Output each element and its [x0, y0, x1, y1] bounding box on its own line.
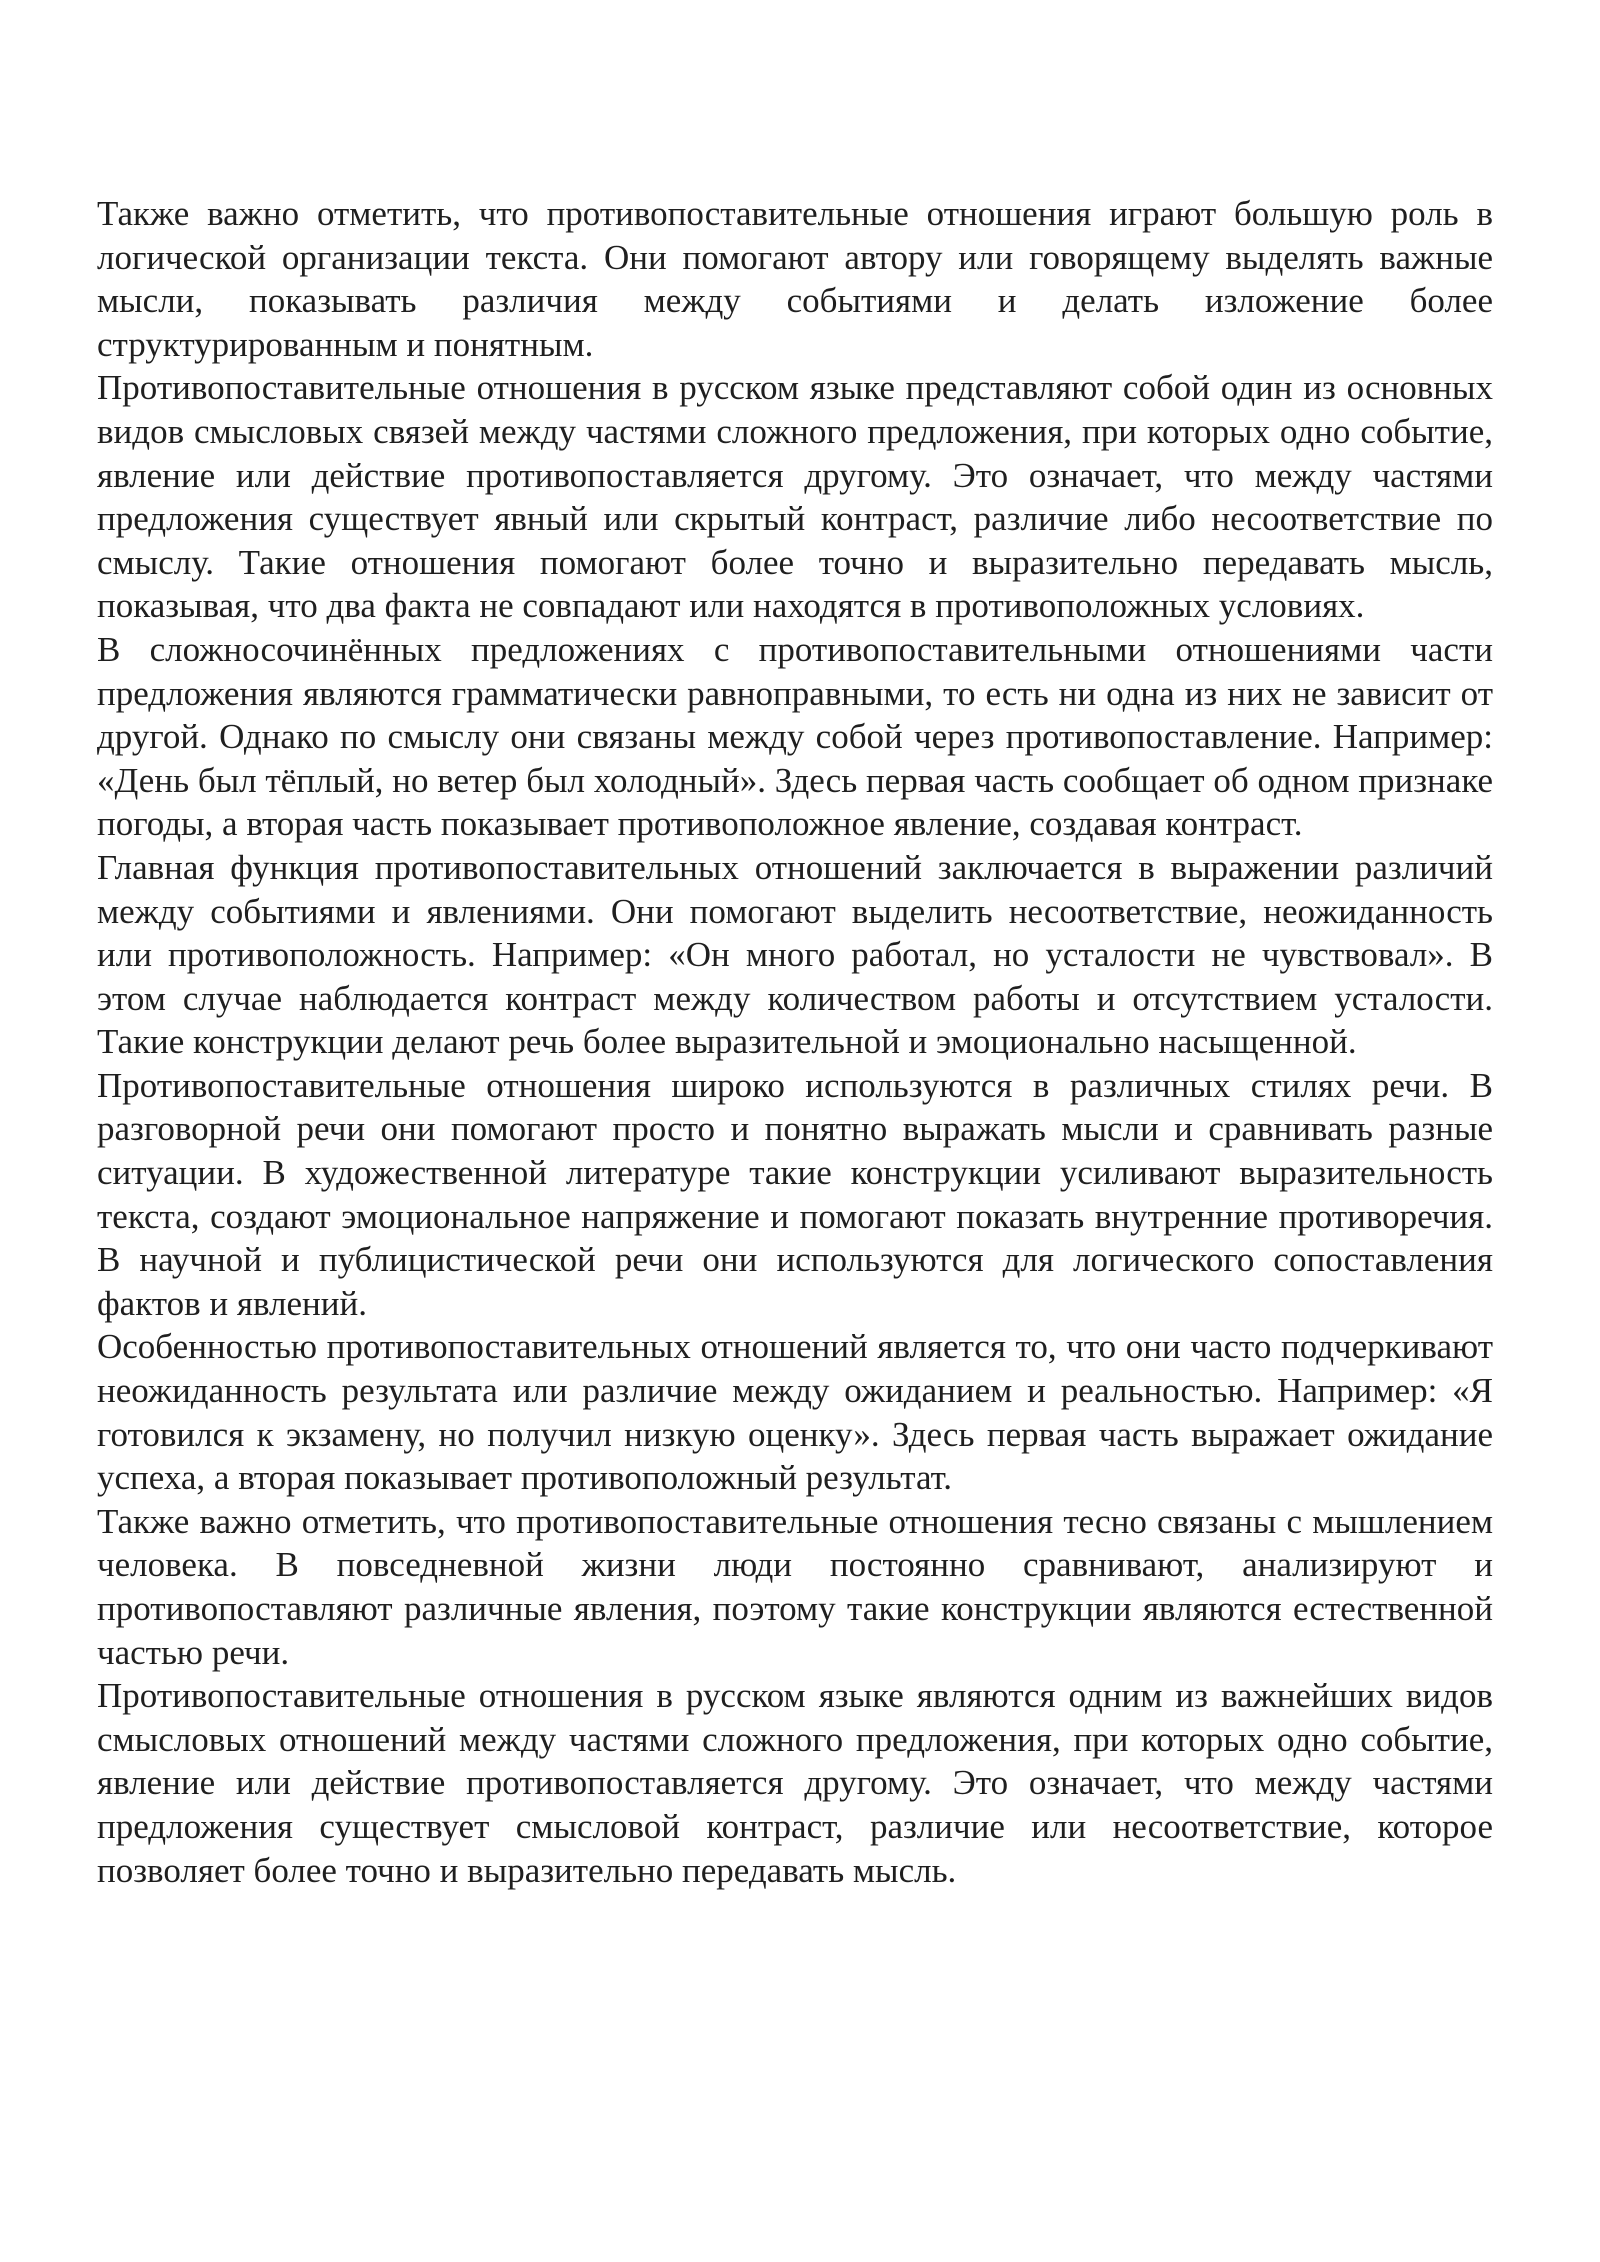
paragraph-8: Противопоставительные отношения в русском языке являются одним из важнейших видов смысловых отношений между частями сложного предложения, при которых одно событие, явление или действие противопоставляется другому. Это означает, что между частями предложения существует смысловой контраст, различие или несоответствие, которое позволяет более точно и выразительно передавать мысль. [97, 1676, 1493, 1890]
paragraph-5: Противопоставительные отношения широко используются в различных стилях речи. В разговорной речи они помогают просто и понятно выражать мысли и сравнивать разные ситуации. В художественной литературе такие конструкции усиливают выразительность текста, создают эмоциональное напряжение и помогают показать внутренние противоречия. В научной и публицистической речи они используются для логического сопоставления фактов и явлений. [97, 1065, 1493, 1323]
paragraph-7: Также важно отметить, что противопоставительные отношения тесно связаны с мышлением человека. В повседневной жизни люди постоянно сравнивают, анализируют и противопоставляют различные явления, поэтому такие конструкции являются естественной частью речи. [97, 1501, 1493, 1672]
paragraph-6: Особенностью противопоставительных отношений является то, что они часто подчеркивают неожиданность результата или различие между ожиданием и реальностью. Например: «Я готовился к экзамену, но получил низкую оценку». Здесь первая часть выражает ожидание успеха, а вторая показывает противоположный результат. [97, 1327, 1493, 1498]
paragraph-1: Также важно отметить, что противопоставительные отношения играют большую роль в логической организации текста. Они помогают автору или говорящему выделять важные мысли, показывать различия между событиями и делать изложение более структурированным и понятным. [97, 194, 1493, 364]
paragraph-3: В сложносочинённых предложениях с противопоставительными отношениями части предложения являются грамматически равноправными, то есть ни одна из них не зависит от другой. Однако по смыслу они связаны между собой через противопоставление. Например: «День был тёплый, но ветер был холодный». Здесь первая часть сообщает об одном признаке погоды, а вторая часть показывает противоположное явление, создавая контраст. [97, 629, 1493, 844]
paragraph-2: Противопоставительные отношения в русском языке представляют собой один из основных видов смысловых связей между частями сложного предложения, при которых одно событие, явление или действие противопоставляется другому. Это означает, что между частями предложения существует явный или скрытый контраст, различие либо несоответствие по смыслу. Такие отношения помогают более точно и выразительно передавать мысль, показывая, что два факта не совпадают или находятся в противоположных условиях. [97, 368, 1493, 626]
paragraph-4: Главная функция противопоставительных отношений заключается в выражении различий между событиями и явлениями. Они помогают выделить несоответствие, неожиданность или противоположность. Например: «Он много работал, но усталости не чувствовал». В этом случае наблюдается контраст между количеством работы и отсутствием усталости. Такие конструкции делают речь более выразительной и эмоционально насыщенной. [97, 847, 1493, 1062]
document-body [97, 192, 1493, 1892]
